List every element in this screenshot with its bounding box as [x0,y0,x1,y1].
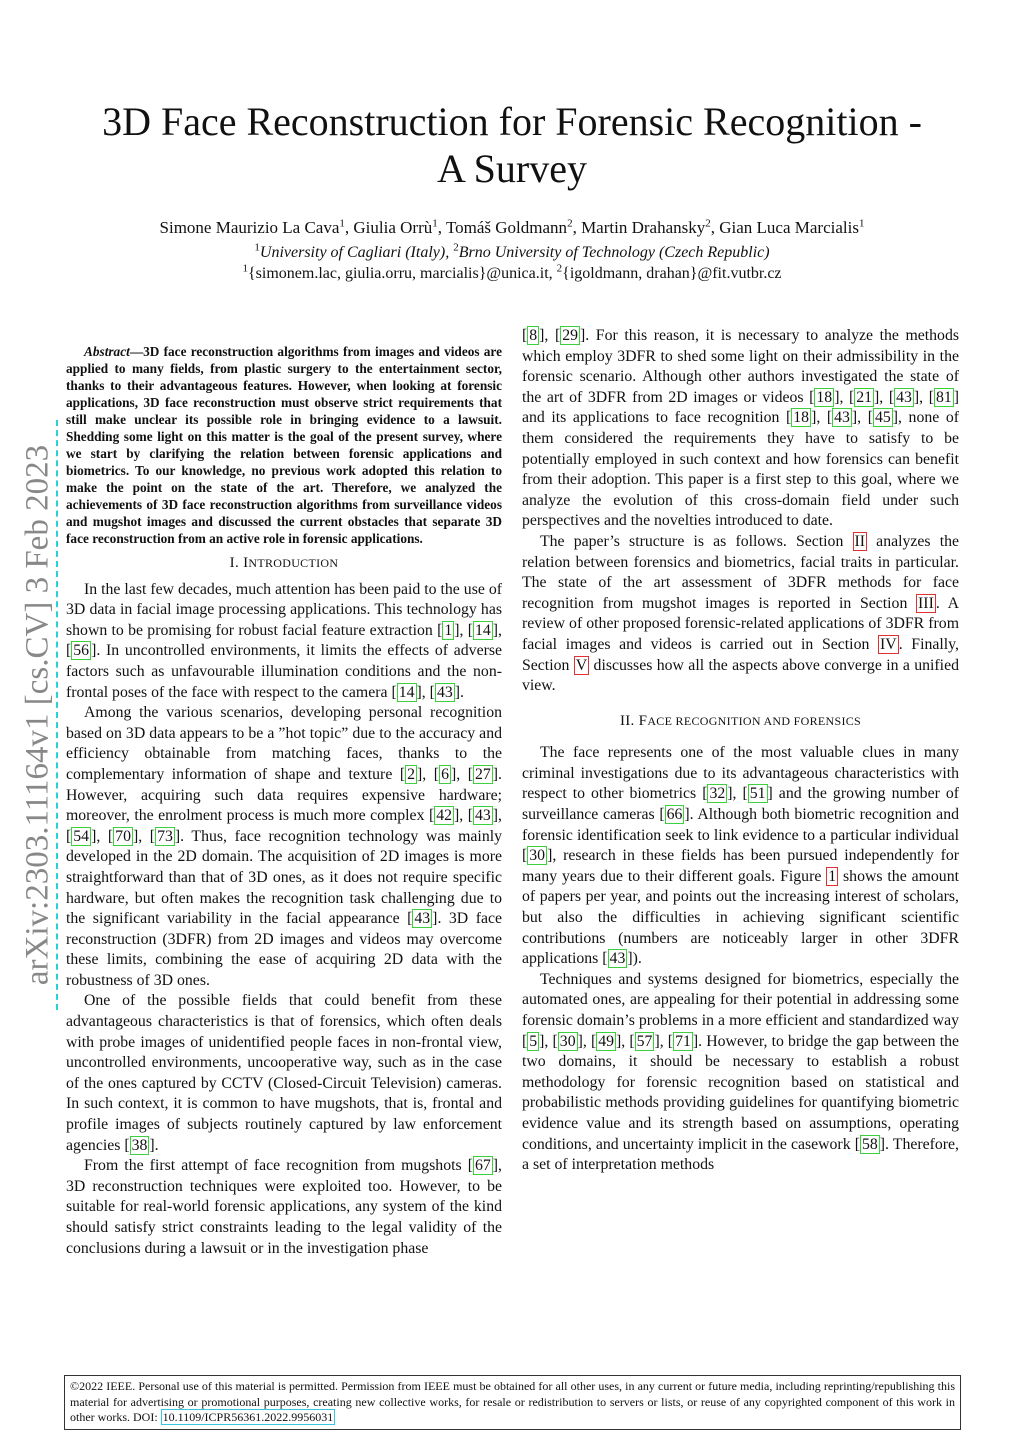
text-run: . For this reason, it is necessary to analyze the methods which employ 3DFR to shed some light on their admissibility in the forensic scenario. Although other authors investigated the state of the art of 3DFR from 2D images or videos [522,327,959,406]
text-run: The paper’s structure is as follows. Section [540,532,853,550]
text-run: ). [632,950,642,968]
abstract [66,343,502,547]
text-run: . Although both biometric recognition and forensic identification seek to link evidence to a particular individual [522,806,959,844]
text-run: . Thus, face recognition technology was mainly developed in the 2D domain. The acquisition of 2D images is more straightforward than that of 3D ones, as it does not require specific hardware, but often makes the recognition task challenging due to the significant variability in the facial appearance [66,827,503,928]
citation-link[interactable]: 67 [474,1157,491,1175]
citation-link[interactable]: 6 [441,765,449,783]
author-affil-mark: 2 [567,217,573,230]
citation-link[interactable]: 54 [73,827,90,845]
citation-link[interactable]: 71 [675,1032,691,1050]
email-2[interactable]: {igoldmann, drahan}@fit.vutbr.cz [562,265,782,282]
section-link[interactable]: II [854,532,866,550]
doi-link[interactable]: 10.1109/ICPR56361.2022.9956031 [162,1410,334,1424]
text-run: and its applications to face recognition [522,409,787,427]
arxiv-id[interactable]: arXiv:2303.11164v1 [cs.CV] 3 Feb 2023 [19,444,56,986]
author-affil-mark: 1 [432,217,438,230]
text-run: One of the possible fields that could benefit from these advantageous characteristics is that of forensics, which often deals with probe images of unidentified people faces in non-frontal view, uncontrolled environments, uncooperative way, such as in the case of the ones captured by CCTV (Closed-Circuit Television) cameras. In such context, it is common to have mugshots, that is, frontal and profile images of subjects routinely captured by law enforcement agencies [66,992,502,1154]
affiliation-1: University of Cagliari (Italy), [259,244,450,261]
left-column [66,343,502,1259]
text-run: , 3D reconstruction techniques were exploited too. However, to be suitable for real-world forensic applications, any system of the kind should satisfy strict constraints leading to the legal validity of the conclusions during a lawsuit or in the investigation phase [66,1157,502,1257]
text-run: . However, acquiring such data requires expensive hardware; moreover, the enrolment process is much more complex [66,765,502,825]
citation-link[interactable]: 73 [157,827,173,845]
text-run: . 3D face reconstruction (3DFR) from 2D images and videos may overcome these limits, combining the ease of acquiring 2D data with the robustness of 3D ones. [66,910,502,989]
paragraph [522,532,959,697]
text-run: . However, to bridge the gap between the two domains, it should be necessary to establish a robust methodology for forensic recognition based on statistical and probabilistic methods providing guidelines for quantifying biometric evidence value and its strength based on assumptions, operating conditions, and uncertainty implicit in the casework [522,1032,960,1153]
arxiv-stamp[interactable] [18,420,58,1010]
section-link[interactable]: V [575,656,588,674]
text-run: The face represents one of the most valuable clues in many criminal investigations due to its advantageous characteristics with respect to other biometrics [522,744,959,803]
citation-link[interactable]: 21 [856,388,873,406]
text-run: analyzes the relation between forensics and biometrics, facial traits in particular. The state of the art assessment of 3DFR methods for face recognition from mugshot images is reported in Section [522,532,960,612]
section-heading-face-recognition [522,711,959,732]
title-line-1: 3D Face Reconstruction for Forensic Recognition - [102,99,922,144]
text-run: In the last few decades, much attention has been paid to the use of 3D data in facial image processing applications. This technology has shown to be promising for robust facial feature extraction [66,580,502,639]
citation-link[interactable]: 43 [414,910,431,928]
author: Martin Drahansky [581,218,706,237]
text-run: From the first attempt of face recognition from mugshots [84,1157,468,1175]
author-list: Simone Maurizio La Cava$^1$, Giulia Orrù$^1$, Tomáš Goldmann$^2$, Martin Drahansky$^2$, Gian Luca Marcialis$^1$ [159,217,865,237]
section-rest: ACE RECOGNITION AND FORENSICS [647,713,862,728]
citation-link[interactable]: 51 [749,785,766,803]
citation-link[interactable]: 14 [475,621,491,639]
paragraph-continued: [ 8 ], [ 29 ]. For this reason, it is necessary to analyze the methods which employ 3DFR to shed some light on their admissibility in the forensic scenario. Although other authors investigated the state of the art of 3DFR from 2D images or videos [ 18 ], [ 21 ], [ 43 ], [ 81 ] and its applications to face recognition [ 18 ], [ 43 ], [ 45 ], none of them considered the requirements they have to satisfy to be potentially employed in such context and how forensics can benefit from their adoption. This paper is a first step to this goal, where we analyze the evolution of this cross-domain field under such perspectives and the novelties introduced to date. [522,327,960,530]
citation-link[interactable]: 2 [407,765,416,783]
author-emails [40,262,984,283]
text-run: Techniques and systems designed for biometrics, especially the automated ones, are appealing for their potential in addressing some forensic domain’s problems in a more efficient and standardized way [522,970,959,1029]
abstract-label: Abstract [84,344,130,359]
copyright-text: ©2022 IEEE. Personal use of this material is permitted. Permission from IEEE must be obtained for all other uses, in any current or future media, including reprinting/republishing this material for advertising or promotional purposes, creating new collective works, for resale or redistribution to servers or lists, or reuse of any copyrighted component of this work in other works. DOI: [70,1379,955,1424]
copyright-notice [64,1375,961,1430]
author: Simone Maurizio La Cava [159,218,340,237]
citation-link[interactable]: 27 [474,765,491,783]
citation-link[interactable]: 57 [636,1032,653,1050]
paragraph: Among the various scenarios, developing personal recognition based on 3D data appears to be a ”hot topic” due to the accuracy and efficiency obtainable from matching faces, thanks to the complementary information of shape and texture [ 2 ], [ 6 ], [ 27 ]. However, acquiring such data requires expensive hardware; moreover, the enrolment process is much more complex [ 42 ], [ 43 ], [ 54 ], [ 70 ], [ 73 ]. Thus, face recognition technology was mainly developed in the 2D domain. The acquisition of 2D images is more straightforward than that of 3D ones, as it does not require specific hardware, but often makes the recognition task challenging due to the significant variability in the facial appearance [ 43 ]. 3D face reconstruction (3DFR) from 2D images and videos may overcome these limits, combining the ease of acquiring 2D data with the robustness of 3D ones. [66,704,503,989]
citation-link[interactable]: 81 [935,388,952,406]
text-run: , research in these fields has been pursued independently for many years due to their different goals. Figure [522,847,959,885]
text-run: shows the amount of papers per year, and points out the increasing interest of scholars, but also the difficulties in achieving significant scientific contributions (numbers are noticeably larger in other 3DFR applications [522,867,959,968]
affil-mark: 1 [254,241,260,254]
citation-link[interactable]: 43 [475,807,491,825]
text-run: . A review of other proposed forensic-related applications of 3DFR from facial images and videos is carried out in Section [522,594,960,653]
text-run: Among the various scenarios, developing personal recognition based on 3D data appears to be a ”hot topic” due to the accuracy and efficiency obtainable from matching faces, thanks to the complementary information of shape and texture [66,704,502,783]
paragraph: One of the possible fields that could benefit from these advantageous characteristics is that of forensics, which often deals with probe images of unidentified people faces in non-frontal view, uncontrolled environments, uncooperative way, such as in the case of the ones captured by CCTV (Closed-Circuit Television) cameras. In such context, it is common to have mugshots, that is, frontal and profile images of subjects routinely captured by law enforcement agencies [ 38 ]. [66,992,502,1154]
citation-link[interactable]: 56 [73,642,90,660]
section-rest: NTRODUCTION [248,556,339,570]
affil-mark: 1 [242,262,248,275]
citation-link[interactable]: 45 [874,409,891,427]
author: Gian Luca Marcialis [719,218,859,237]
author-affil-mark: 1 [858,217,865,230]
paragraph: Techniques and systems designed for biometrics, especially the automated ones, are appealing for their potential in addressing some forensic domain’s problems in a more efficient and standardized way [ 5 ], [ 30 ], [ 49 ], [ 57 ], [ 71 ]. However, to bridge the gap between the two domains, it should be necessary to establish a robust methodology for forensic recognition based on statistical and probabilistic methods providing guidelines for quantifying biometric evidence value and its strength based on assumptions, operating conditions, and uncertainty implicit in the casework [ 58 ]. Therefore, a set of interpretation methods [522,970,960,1174]
section-number: II. [619,712,635,729]
right-column [522,326,959,1176]
citation-link[interactable]: 42 [436,807,453,825]
affiliations [40,241,984,262]
text-run: . Therefore, a set of interpretation methods [522,1135,960,1174]
section-cap: F [638,712,648,729]
citation-link[interactable]: 18 [793,409,810,427]
citation-link[interactable]: 43 [609,950,626,968]
citation-link[interactable]: 43 [834,409,850,427]
author: Tomáš Goldmann [445,218,568,237]
paper-title [60,98,964,192]
affil-mark: 2 [453,241,459,254]
title-line-2: A Survey [437,146,587,191]
citation-link[interactable]: 1 [444,621,453,639]
affiliation-2: Brno University of Technology (Czech Republic) [458,244,770,261]
abstract-text: —3D face reconstruction algorithms from images and videos are applied to many fields, from plastic surgery to the entertainment sector, thanks to their advantageous features. However, when looking at forensic applications, 3D face reconstruction must observe strict requirements that still make unclear its possible role in bringing evidence to a lawsuit. Shedding some light on this matter is the goal of the present survey, where we start by clarifying the relation between forensic applications and biometrics. To our knowledge, no previous work adopted this relation to make the point on the state of the art. Therefore, we analyzed the achievements of 3D face reconstruction algorithms from surveillance videos and mugshot images and discussed the current obstacles that separate 3D face reconstruction from an active role in forensic applications. [66,344,502,546]
paragraph: From the first attempt of face recognition from mugshots [ 67 ], 3D reconstruction techniques were exploited too. However, to be suitable for real-world forensic applications, any system of the kind should satisfy strict constraints leading to the legal validity of the conclusions during a lawsuit or in the investigation phase [66,1157,502,1257]
text-run: and the growing number of surveillance cameras [522,785,960,824]
affil-mark: 2 [556,262,563,275]
author-affil-mark: 1 [339,217,345,230]
section-link[interactable]: III [918,594,934,612]
author: Giulia Orrù [353,218,433,237]
citation-link[interactable]: 32 [709,785,726,803]
section-link[interactable]: IV [880,635,897,653]
author-affil-mark: 2 [705,217,711,230]
text-run: . In uncontrolled environments, it limits the effects of adverse factors such as unfavourable illumination conditions and the non-frontal poses of the face with respect to the camera [66,642,502,701]
section-heading-introduction [66,553,502,574]
citation-link[interactable]: 49 [598,1032,615,1050]
section-number: I. [229,555,240,571]
paragraph: The face represents one of the most valuable clues in many criminal investigations due to its advantageous characteristics with respect to other biometrics [ 32 ], [ 51 ] and the growing number of surveillance cameras [ 66 ]. Although both biometric recognition and forensic identification seek to link evidence to a particular individual [ 30 ], research in these fields has been pursued independently for many years due to their different goals. Figure 1 shows the amount of papers per year, and points out the increasing interest of scholars, but also the difficulties in achieving significant scientific contributions (numbers are noticeably larger in other 3DFR applications [ 43 ]). [522,744,960,968]
citation-link[interactable]: 43 [896,388,912,406]
citation-link[interactable]: 66 [666,806,683,824]
citation-link[interactable]: 70 [115,827,131,845]
citation-link[interactable]: 38 [131,1136,148,1154]
citation-link[interactable]: 30 [529,847,546,865]
section-cap: I [243,555,249,571]
text-run: discusses how all the aspects above converge in a unified view. [522,656,959,695]
text-run: . Finally, Section [522,635,959,674]
text-run: , none of them considered the requirements they have to satisfy to be potentially employed in such context and how forensics can benefit from their adoption. This paper is a first step to this goal, where we analyze the evolution of this cross-domain field under such perspectives and the novelties introduced to date. [522,409,959,530]
citation-link[interactable]: 5 [529,1032,538,1050]
citation-link[interactable]: 58 [861,1135,878,1153]
citation-link[interactable]: 8 [529,327,538,344]
email-1[interactable]: {simonem.lac, giulia.orru, marcialis}@unica.it, [247,265,553,282]
citation-link[interactable]: 14 [398,683,415,701]
paragraph: In the last few decades, much attention has been paid to the use of 3D data in facial image processing applications. This technology has shown to be promising for robust facial feature extraction [ 1 ], [ 14 ], [ 56 ]. In uncontrolled environments, it limits the effects of adverse factors such as unfavourable illumination conditions and the non-frontal poses of the face with respect to the camera [ 14 ], [ 43 ]. [66,580,503,701]
figure-link[interactable]: 1 [828,867,837,885]
citation-link[interactable]: 29 [562,327,579,344]
citation-link[interactable]: 18 [816,388,833,406]
citation-link[interactable]: 30 [559,1032,576,1050]
citation-link[interactable]: 43 [436,683,453,701]
